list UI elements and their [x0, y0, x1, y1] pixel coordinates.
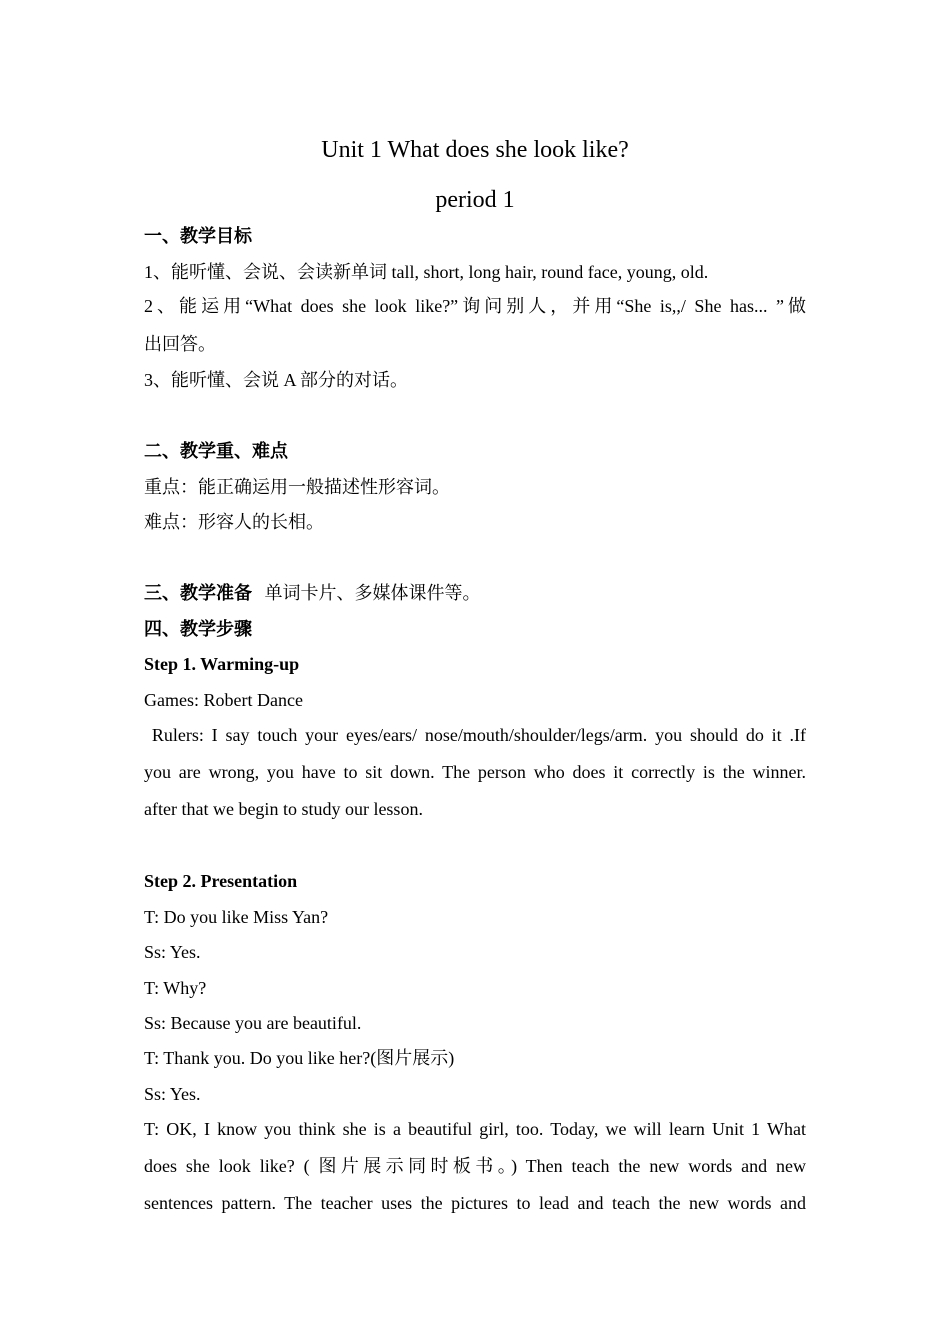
key-point-text: 重点：能正确运用一般描述性形容词。 — [144, 477, 450, 497]
objective-item: 3、能听懂、会说 A 部分的对话。 — [144, 370, 409, 390]
section-heading-objectives: 一、教学目标 — [144, 226, 252, 246]
objective-item: 2、能运用“What does she look like?”询问别人，并用“She is,,/ She has... ”做 — [144, 296, 806, 316]
difficult-point-text: 难点：形容人的长相。 — [144, 512, 324, 532]
document-subtitle: period 1 — [435, 187, 515, 213]
step2-heading: Step 2. Presentation — [144, 871, 298, 891]
objective-item-wrapped — [144, 288, 806, 325]
section-heading-steps: 四、教学步骤 — [144, 619, 252, 639]
section-heading-key-points: 二、教学重、难点 — [144, 441, 288, 461]
step1-games: Games: Robert Dance — [144, 690, 303, 710]
paragraph-line: T: OK, I know you think she is a beautiful girl, too. Today, we will learn Unit 1 What — [144, 1119, 806, 1139]
preparation-content: 单词卡片、多媒体课件等。 — [264, 583, 481, 603]
dialogue-line: T: Do you like Miss Yan? — [144, 907, 329, 927]
step2-paragraph — [144, 1111, 806, 1222]
rules-line: after that we begin to study our lesson. — [144, 799, 423, 819]
objective-item-continued: 出回答。 — [144, 334, 216, 354]
paragraph-line: sentences pattern. The teacher uses the pictures to lead and teach the new words and — [144, 1193, 806, 1213]
preparation-line — [144, 575, 806, 611]
document-title: Unit 1 What does she look like? — [321, 137, 629, 163]
dialogue-line: T: Why? — [144, 978, 207, 998]
dialogue-line: Ss: Because you are beautiful. — [144, 1013, 362, 1033]
dialogue-line: Ss: Yes. — [144, 942, 201, 962]
dialogue-line: T: Thank you. Do you like her?(图片展示) — [144, 1048, 455, 1068]
dialogue-line: Ss: Yes. — [144, 1084, 201, 1104]
rules-line: you are wrong, you have to sit down. The person who does it correctly is the winner. — [144, 762, 806, 782]
step1-rules — [144, 717, 806, 828]
section-heading-preparation: 三、教学准备 — [144, 583, 252, 603]
objective-item: 1、能听懂、会说、会读新单词 tall, short, long hair, round face, young, old. — [144, 262, 709, 282]
rules-line: Rulers: I say touch your eyes/ears/ nose/mouth/shoulder/legs/arm. you should do it .If — [144, 725, 806, 745]
paragraph-line: does she look like? ( 图片展示同时板书。) Then teach the new words and new — [144, 1156, 806, 1176]
step1-heading: Step 1. Warming-up — [144, 654, 300, 674]
